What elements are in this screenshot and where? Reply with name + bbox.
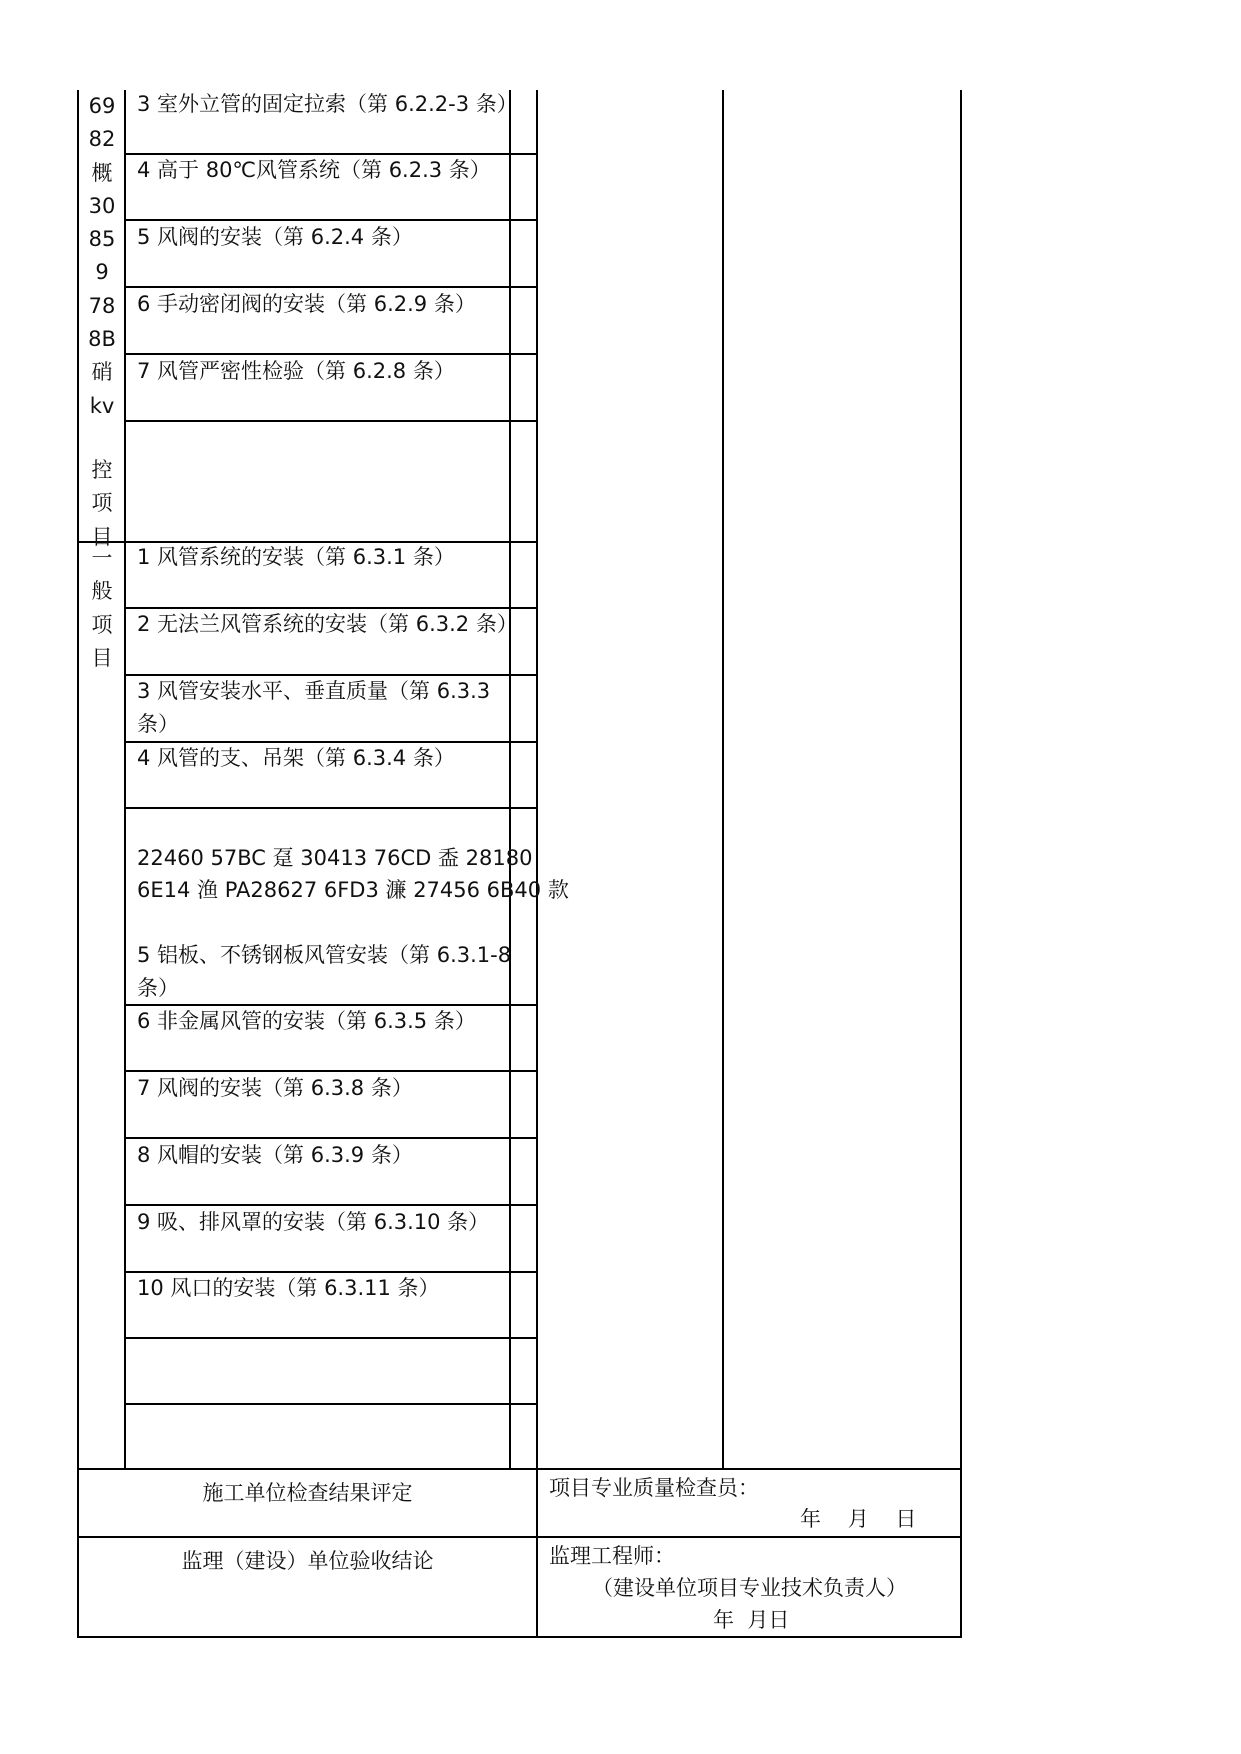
row-line [124, 420, 537, 422]
label-char: 目 [91, 524, 113, 549]
label-char: 82 [88, 127, 116, 152]
label-char: 85 [88, 227, 116, 252]
label-char: 30 [88, 193, 116, 218]
general-item: 条） [137, 712, 179, 736]
general-item: 7 风阀的安装（第 6.3.8 条） [137, 1076, 413, 1100]
table-border-left [77, 90, 79, 1638]
row-line [124, 1337, 537, 1339]
general-item: 1 风管系统的安装（第 6.3.1 条） [137, 545, 455, 569]
table-border-bottom [77, 1636, 962, 1638]
divider-item-right [509, 90, 511, 1468]
general-item: 6 非金属风管的安装（第 6.3.5 条） [137, 1009, 476, 1033]
acceptance-date: 年 月日 [713, 1608, 790, 1632]
general-item: 8 风帽的安装（第 6.3.9 条） [137, 1143, 413, 1167]
label-char: 一 [91, 546, 113, 570]
row-line [124, 807, 537, 809]
divider-item-left [124, 90, 126, 1468]
label-char: kv [89, 393, 115, 418]
general-item: 9 吸、排风罩的安装（第 6.3.10 条） [137, 1210, 490, 1234]
main-control-label [80, 90, 124, 554]
main-item: 5 风阀的安装（第 6.2.4 条） [137, 225, 413, 249]
label-char: 目 [91, 645, 113, 670]
label-char: 8B [88, 327, 116, 352]
divider-supervision [722, 90, 724, 1468]
label-char: 项 [91, 612, 113, 637]
quality-inspector-label: 项目专业质量检查员： [549, 1476, 759, 1500]
label-char: 概 [91, 160, 113, 185]
label-char: 9 [95, 260, 109, 285]
row-line [124, 1403, 537, 1405]
general-item-code: 6E14 渔 PA28627 6FD3 濂 27456 6B40 款 [137, 878, 569, 902]
main-item: 4 高于 80℃风管系统（第 6.2.3 条） [137, 158, 491, 182]
label-char: 控 [91, 457, 113, 482]
general-item: 条） [137, 976, 179, 1000]
owner-tech-lead-label: （建设单位项目专业技术负责人） [592, 1576, 907, 1600]
general-item: 10 风口的安装（第 6.3.11 条） [137, 1276, 440, 1300]
label-char: 项 [91, 491, 113, 516]
construction-eval-label: 施工单位检查结果评定 [202, 1481, 413, 1505]
supervision-conclusion-label: 监理（建设）单位验收结论 [181, 1549, 434, 1573]
label-char: 78 [88, 293, 116, 318]
label-char [80, 423, 124, 454]
general-item: 5 铝板、不锈钢板风管安装（第 6.3.1-8 [137, 943, 512, 967]
main-item: 3 室外立管的固定拉索（第 6.2.2-3 条） [137, 92, 518, 116]
inspection-date: 年 月 日 [800, 1507, 917, 1531]
general-item-code: 22460 57BC 趸 30413 76CD 盉 28180 [137, 846, 533, 870]
label-char: 般 [91, 579, 113, 604]
main-item: 7 风管严密性检验（第 6.2.8 条） [137, 359, 455, 383]
main-item: 6 手动密闭阀的安装（第 6.2.9 条） [137, 292, 476, 316]
supervision-engineer-label: 监理工程师： [549, 1544, 675, 1568]
general-item: 4 风管的支、吊架（第 6.3.4 条） [137, 746, 455, 770]
footer-line [77, 1536, 962, 1538]
label-char: 硝 [91, 360, 113, 385]
label-char: 69 [88, 94, 116, 118]
general-items-label [80, 542, 124, 675]
divider-check [536, 90, 538, 1638]
table-border-right [960, 90, 962, 1638]
general-item: 2 无法兰风管系统的安装（第 6.3.2 条） [137, 612, 518, 636]
general-item: 3 风管安装水平、垂直质量（第 6.3.3 [137, 679, 491, 703]
footer-line [77, 1468, 962, 1470]
